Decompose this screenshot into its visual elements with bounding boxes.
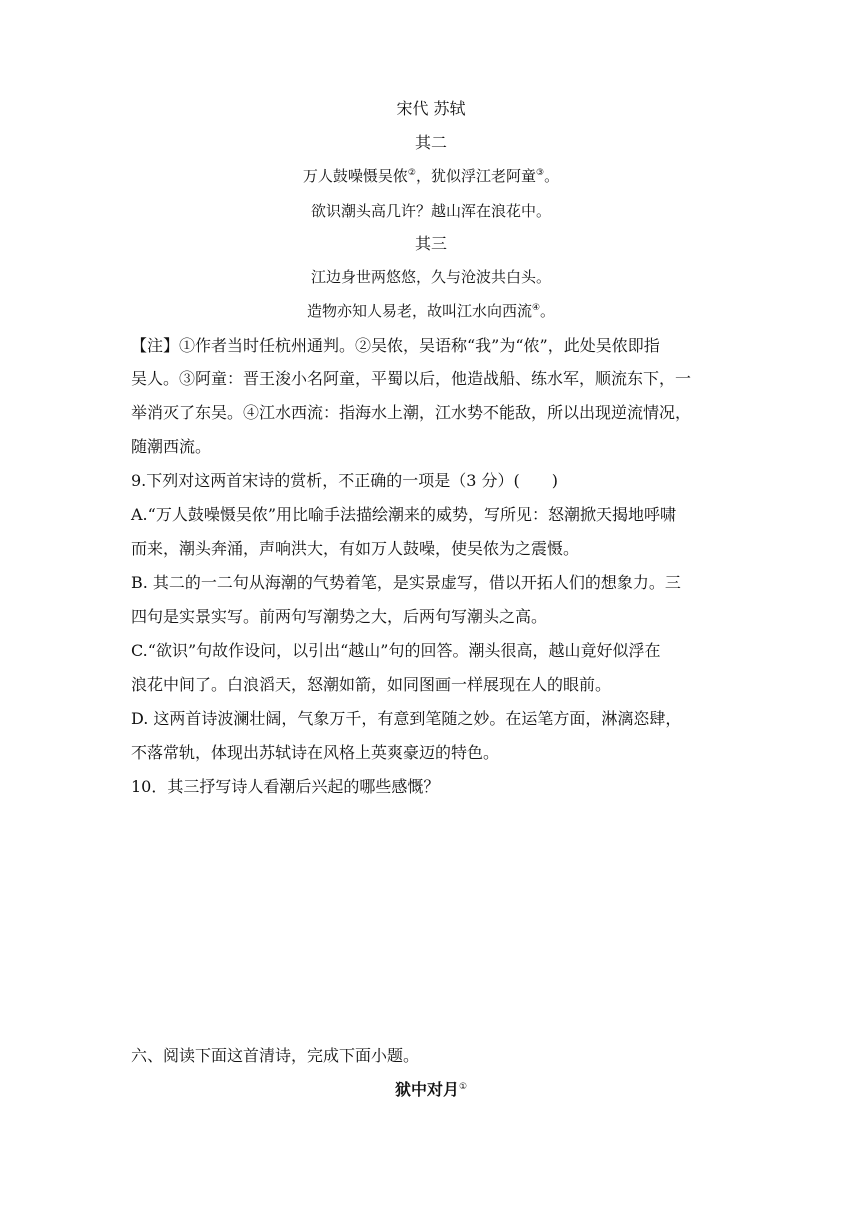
poem3-line2: 造物亦知人易老，故叫江水向西流④。 bbox=[306, 302, 556, 320]
poem2-line2: 欲识潮头高几许？越山浑在浪花中。 bbox=[310, 202, 551, 220]
question-9-option-c-cont: 浪花中间了。白浪滔天，怒潮如箭，如同图画一样展现在人的眼前。 bbox=[131, 675, 612, 694]
poem-author: 宋代 苏轼 bbox=[396, 99, 466, 118]
poem-title-prison-moon: 狱中对月① bbox=[394, 1080, 468, 1099]
annotation-line: 吴人。③阿童：晋王浚小名阿童，平蜀以后，他造战船、练水军，顺流东下，一 bbox=[131, 369, 692, 388]
annotation-line: 【注】①作者当时任杭州通判。②吴侬，吴语称“我”为“侬”，此处吴侬即指 bbox=[131, 336, 660, 355]
question-9-stem: 9.下列对这两首宋诗的赏析，不正确的一项是（3 分）( ) bbox=[131, 471, 559, 490]
annotation-line: 举消灭了东吴。④江水西流：指海水上潮，江水势不能敌，所以出现逆流情况， bbox=[131, 403, 692, 422]
section-6-intro: 六、阅读下面这首清诗，完成下面小题。 bbox=[131, 1046, 420, 1065]
question-9-option-d: D. 这两首诗波澜壮阔，气象万千，有意到笔随之妙。在运笔方面，淋漓恣肆， bbox=[131, 709, 682, 728]
poem3-line1: 江边身世两悠悠，久与沧波共白头。 bbox=[310, 268, 551, 286]
poem3-title: 其三 bbox=[414, 234, 447, 253]
question-9-option-d-cont: 不落常轨，体现出苏轼诗在风格上英爽豪迈的特色。 bbox=[131, 743, 500, 762]
poem2-title: 其二 bbox=[414, 133, 447, 152]
annotation-line: 随潮西流。 bbox=[131, 437, 212, 456]
poem2-line1: 万人鼓噪慑吴侬②，犹似浮江老阿童③。 bbox=[302, 167, 560, 185]
question-9-option-c: C.“欲识”句故作设问，以引出“越山”句的回答。潮头很高，越山竟好似浮在 bbox=[131, 641, 661, 660]
question-9-option-b-cont: 四句是实景实写。前两句写潮势之大，后两句写潮头之高。 bbox=[131, 607, 548, 626]
question-9-option-b: B. 其二的一二句从海潮的气势着笔，是实景虚写，借以开拓人们的想象力。三 bbox=[131, 573, 681, 592]
question-9-option-a: A.“万人鼓噪慑吴侬”用比喻手法描绘潮来的威势，写所见：怒潮掀天揭地呼啸 bbox=[131, 505, 677, 524]
question-10-stem: 10．其三抒写诗人看潮后兴起的哪些感慨？ bbox=[131, 777, 440, 796]
question-9-option-a-cont: 而来，潮头奔涌，声响洪大，有如万人鼓噪，使吴侬为之震慑。 bbox=[131, 539, 580, 558]
